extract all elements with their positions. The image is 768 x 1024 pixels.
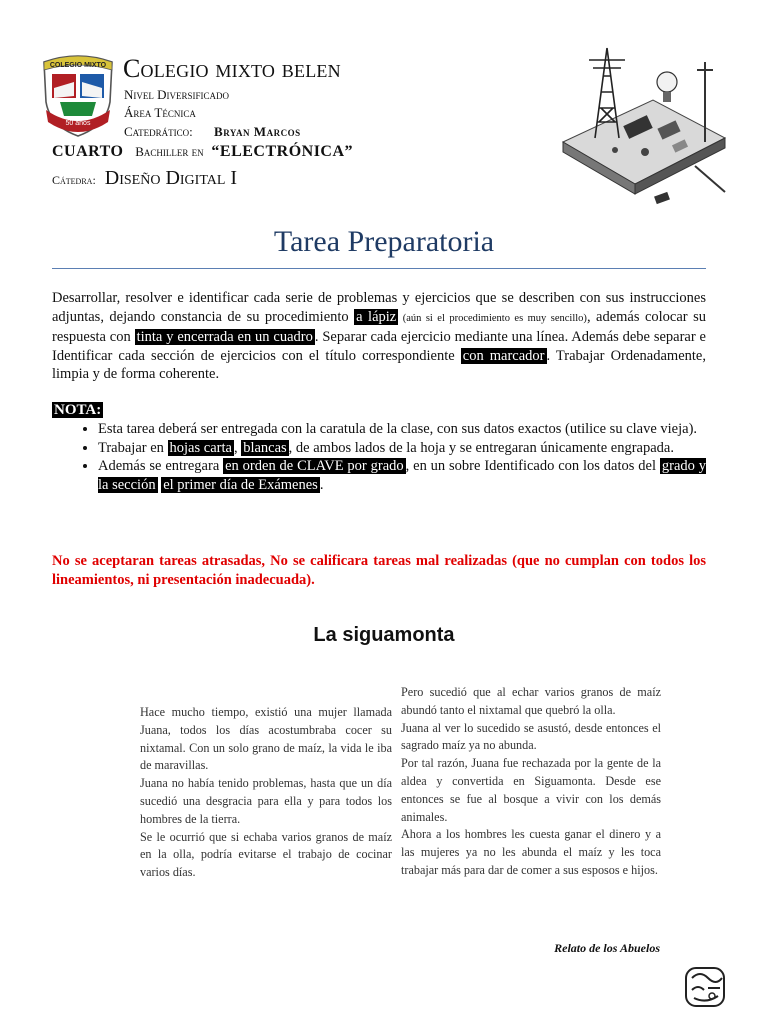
document-title: Tarea Preparatoria xyxy=(273,225,495,258)
story-title: La siguamonta xyxy=(313,624,455,646)
grade: CUARTO xyxy=(52,143,124,160)
nota-list xyxy=(52,420,706,494)
bachiller-label: Bachiller en xyxy=(135,144,204,159)
nivel-line: Nivel Diversificado xyxy=(124,87,230,102)
nota-label: NOTA: xyxy=(54,402,102,418)
specialty: “ELECTRÓNICA” xyxy=(211,143,354,160)
story-paragraph: Pero sucedió que al echar varios granos de maíz abundó tanto el nixtamal que quebró la olla. xyxy=(401,685,661,717)
highlight-tinta: tinta y encerrada en un cuadro xyxy=(136,329,313,346)
story-column-right xyxy=(401,684,661,880)
school-name: Colegio mixto belen xyxy=(123,54,341,83)
story-paragraph: Por tal razón, Juana fue rechazada por la gente de la aldea y convertida en Siguamonta. Desde ese entonces se fue al bosque a vivir con los demás animales. xyxy=(401,756,661,824)
highlight-primer-dia: el primer día de Exámenes xyxy=(163,476,318,493)
list-item: • Además se entregara en orden de CLAVE por grado , en un sobre Identificado con los datos del grado y la sección el primer día de Exámenes . xyxy=(98,457,706,494)
highlight-orden-clave: en orden de CLAVE por grado xyxy=(225,458,404,475)
intro-text-4: . Trabajar Ordenadamente, limpia y de forma coherente. xyxy=(52,347,706,383)
story-paragraph: Juana al ver lo sucedido se asustó, desde entonces el sagrado maíz ya no abunda. xyxy=(401,720,661,753)
logo-ribbon-text: 50 años xyxy=(65,120,91,127)
story-paragraph: Se le ocurrió que si echaba varios granos de maíz en la olla, podría evitarse el trabajo de cocinar varios días. xyxy=(140,829,392,880)
catedratico-label: Catedrático: xyxy=(124,124,193,139)
intro-text-1: Desarrollar, resolver e identificar cada serie de problemas y ejercicios que se describen con sus instrucciones adjuntas, dejando constancia de su procedimiento xyxy=(52,290,706,325)
electronics-illustration xyxy=(555,42,733,206)
catedra-value: Diseño Digital I xyxy=(104,167,238,189)
intro-small-note: (aún si el procedimiento es muy sencillo) xyxy=(398,312,587,324)
mayan-glyph-icon xyxy=(682,964,730,1010)
school-crest-logo xyxy=(38,52,118,140)
catedra-line xyxy=(52,167,237,190)
highlight-marcador: con marcador xyxy=(462,347,545,364)
story-paragraph: Ahora a los hombres les cuesta ganar el dinero y a las mujeres ya no les abunda el maíz y les toca trabajar más para dar de comer a sus esposos e hijos. xyxy=(401,827,661,877)
highlight-hojas-carta: hojas carta xyxy=(169,439,232,456)
warning-text: No se aceptaran tareas atrasadas, No se calificara tareas mal realizadas (que no cumplan con todos los lineamientos, ni presentación inadecuada). xyxy=(52,553,706,588)
story-column-left xyxy=(140,704,392,882)
list-item: • Trabajar en hojas carta , blancas , de ambos lados de la hoja y se entregaran únicamente engrapada. xyxy=(98,439,706,458)
catedratico-line xyxy=(124,124,301,140)
area-line: Área Técnica xyxy=(124,105,196,120)
grade-line xyxy=(52,143,353,161)
intro-text-3: . Separar cada ejercicio mediante una línea. Además debe separar e Identificar cada sección de ejercicios con el título correspondiente xyxy=(52,329,706,364)
story-attribution: Relato de los Abuelos xyxy=(554,941,660,955)
highlight-blancas: blancas xyxy=(243,439,287,456)
title-divider xyxy=(52,268,706,269)
highlight-grado-seccion: grado y la sección xyxy=(98,458,707,493)
story-paragraph: Hace mucho tiempo, existió una mujer llamada Juana, todos los días acostumbraba cocer su nixtamal. Con un solo grano de maíz, la vida le iba de maravillas. xyxy=(140,705,392,773)
highlight-a-lapiz: a lápiz xyxy=(356,308,397,325)
intro-text-2: , además colocar su respuesta con xyxy=(52,308,706,346)
catedratico-name: Bryan Marcos xyxy=(214,124,301,139)
logo-top-text: COLEGIO MIXTO xyxy=(49,62,107,69)
instructions-paragraph xyxy=(52,289,706,384)
list-item: • Esta tarea deberá ser entregada con la caratula de la clase, con sus datos exactos (utilice su clave vieja). xyxy=(98,420,706,439)
story-paragraph: Juana no había tenido problemas, hasta que un día sucedió una desgracia para ella y para todos los hombres de la tierra. xyxy=(140,776,392,826)
catedra-label: Cátedra: xyxy=(52,173,96,187)
